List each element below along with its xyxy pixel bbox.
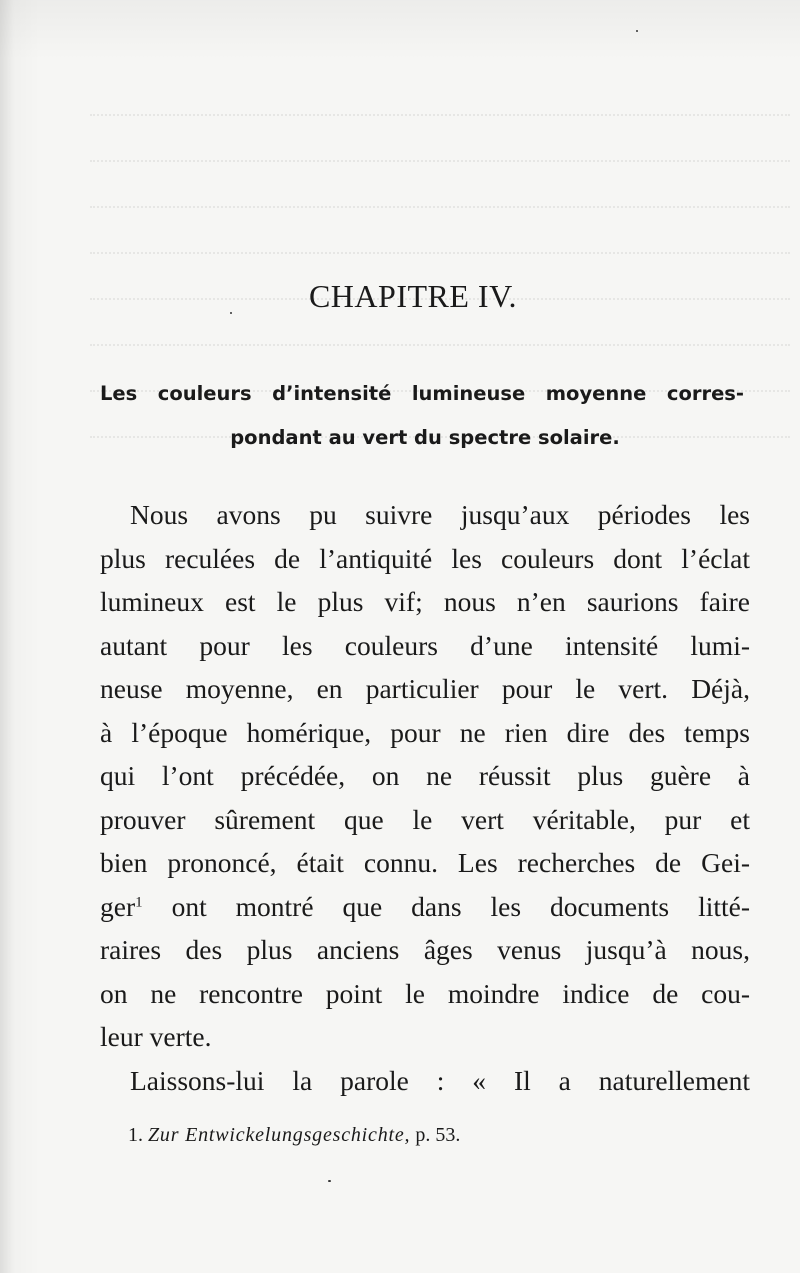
body-line: bien prononcé, était connu. Les recherches de Gei- <box>100 847 750 878</box>
body-line: Laissons-lui la parole : « Il a naturellement <box>130 1064 750 1096</box>
body-line: raires des plus anciens âges venus jusqu’à nous, <box>100 934 750 965</box>
body-line: prouver sûrement que le vert véritable, pur et <box>100 803 750 835</box>
body-line: on ne rencontre point le moindre indice de cou- <box>100 977 750 1009</box>
paper-speck <box>636 30 638 32</box>
subtitle-line-1: Les couleurs d’intensité lumineuse moyenne corres- <box>100 382 744 405</box>
body-line: qui l’ont précédée, on ne réussit plus guère à <box>100 760 750 791</box>
body-text-segment: ont montré que dans les documents litté- <box>142 890 750 922</box>
body-text-segment: ger <box>100 890 136 922</box>
footnote-number: 1. <box>128 1124 143 1146</box>
chapter-heading: CHAPITRE IV. <box>308 278 518 314</box>
body-line: plus reculées de l’antiquité les couleurs dont l’éclat <box>100 542 750 574</box>
body-text <box>100 493 750 1102</box>
body-line-with-footnote-ref <box>100 885 750 929</box>
body-line: à l’époque homérique, pour ne rien dire des temps <box>100 716 750 748</box>
body-line: neuse moyenne, en particulier pour le vert. Déjà, <box>100 673 750 704</box>
body-line: Nous avons pu suivre jusqu’aux périodes les <box>130 499 750 530</box>
subtitle-line-2: pondant au vert du spectre solaire. <box>230 426 620 449</box>
chapter-subtitle <box>100 372 744 460</box>
body-line: autant pour les couleurs d’une intensité lumi- <box>100 629 750 661</box>
footnote-reference: 1 <box>135 893 143 910</box>
footnote <box>128 1124 460 1147</box>
footnote-page: p. 53. <box>410 1124 461 1146</box>
paper-speck <box>230 312 232 314</box>
footnote-title: Zur Entwickelungsgeschichte, <box>148 1124 411 1146</box>
body-line: lumineux est le plus vif; nous n’en saurions faire <box>100 586 750 617</box>
body-line: leur verte. <box>100 1021 212 1052</box>
paper-speck <box>328 1180 331 1182</box>
